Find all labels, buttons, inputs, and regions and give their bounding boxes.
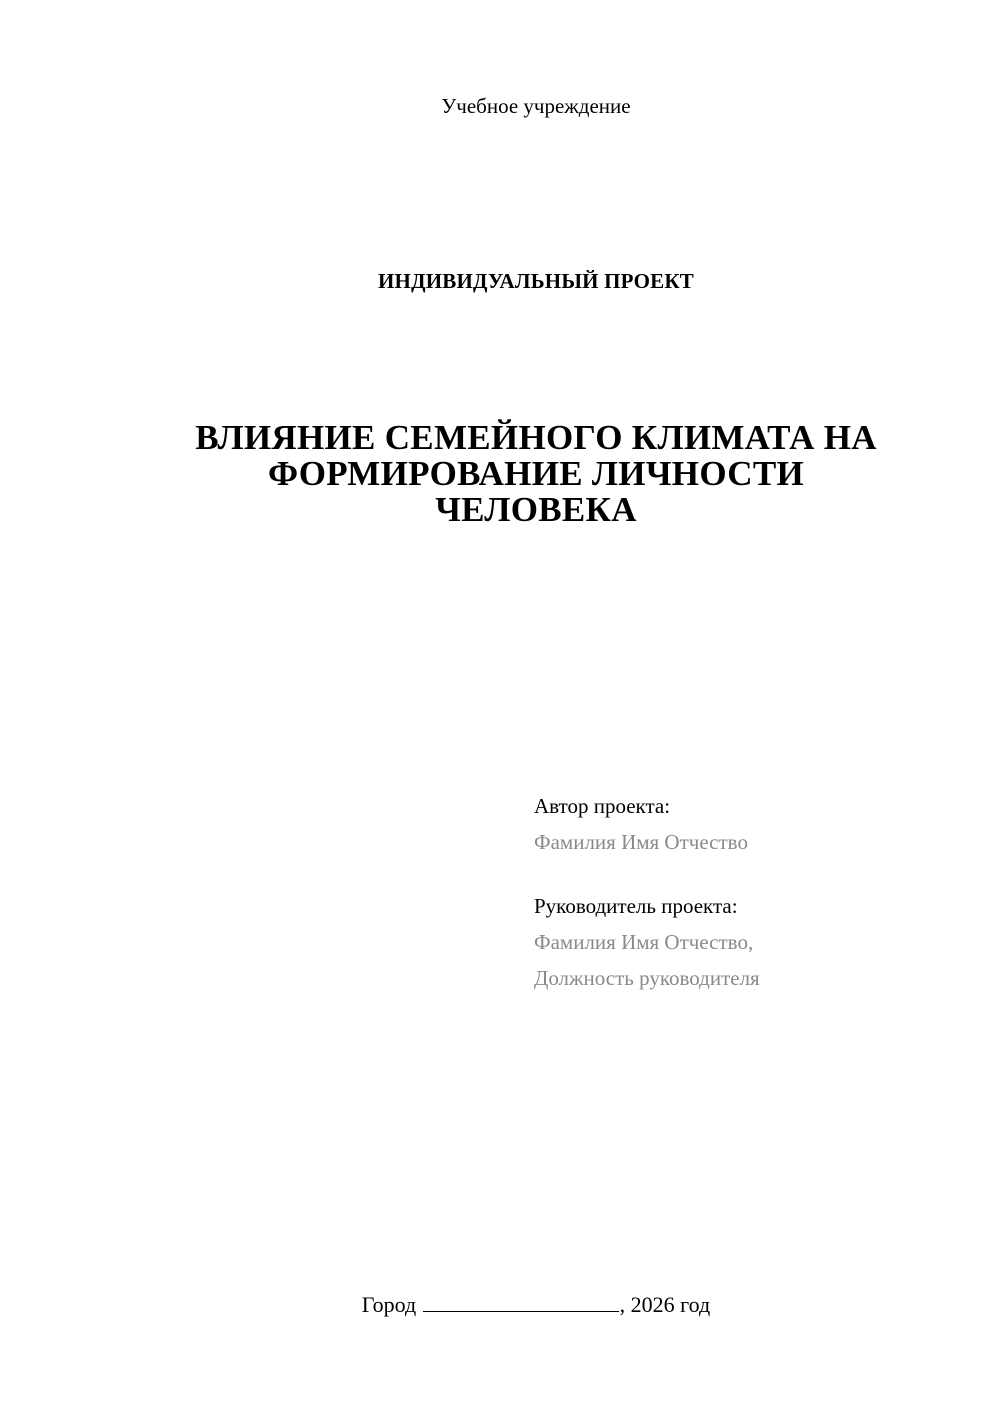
supervisor-name: Фамилия Имя Отчество, [534,930,754,954]
project-title-line-1: ВЛИЯНИЕ СЕМЕЙНОГО КЛИМАТА НА [195,418,877,457]
supervisor-position: Должность руководителя [534,966,760,990]
city-blank-underline [423,1295,619,1312]
supervisor-label: Руководитель проекта: [534,894,738,918]
author-name: Фамилия Имя Отчество [534,830,748,854]
author-label: Автор проекта: [534,794,671,818]
author-block [534,788,974,860]
credits-block [534,788,974,996]
project-title-line-3: ЧЕЛОВЕКА [435,490,637,529]
institution-name: Учебное учреждение [441,94,631,118]
city-label: Город [361,1292,417,1317]
document-type: ИНДИВИДУАЛЬНЫЙ ПРОЕКТ [378,269,694,293]
project-title-line-2: ФОРМИРОВАНИЕ ЛИЧНОСТИ [267,454,805,493]
project-title [130,420,942,528]
year-text: , 2026 год [619,1292,711,1317]
supervisor-block [534,888,974,996]
city-year-line [0,1290,1000,1320]
